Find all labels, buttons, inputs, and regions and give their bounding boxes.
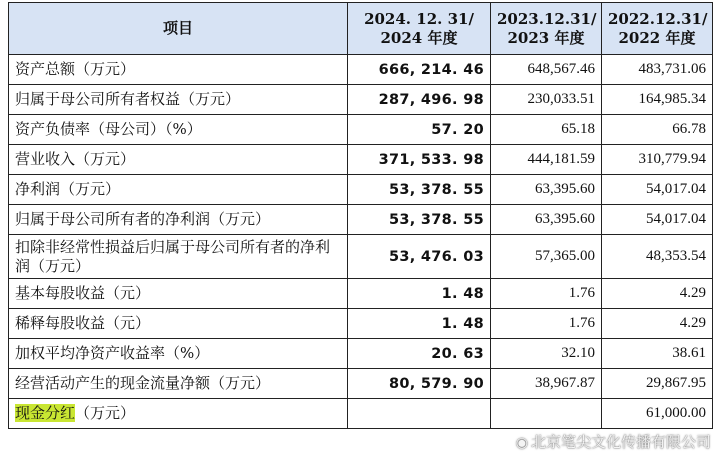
row-label	[9, 399, 348, 429]
value-2022: 54,017.04	[602, 205, 713, 235]
value-2024: 371, 533. 98	[348, 145, 491, 175]
value-2023: 57,365.00	[491, 235, 602, 279]
value-2023: 230,033.51	[491, 85, 602, 115]
value-2022: 61,000.00	[602, 399, 713, 429]
value-2022: 4.29	[602, 279, 713, 309]
value-2024	[348, 399, 491, 429]
table-row	[9, 339, 713, 369]
table-row	[9, 309, 713, 339]
table-row	[9, 369, 713, 399]
table-row	[9, 85, 713, 115]
value-2022: 310,779.94	[602, 145, 713, 175]
value-2024: 53, 378. 55	[348, 205, 491, 235]
watermark-text: 北京笔尖文化传播有限公司	[530, 433, 711, 451]
header-2023-year: 2023 年度	[507, 28, 585, 47]
value-2022: 48,353.54	[602, 235, 713, 279]
weibo-icon: ◉	[515, 435, 528, 451]
label-unit: （万元）	[75, 404, 136, 422]
financial-table	[8, 2, 713, 429]
value-2024: 287, 496. 98	[348, 85, 491, 115]
table-row	[9, 115, 713, 145]
row-label: 归属于母公司所有者权益（万元）	[9, 85, 348, 115]
table-row	[9, 399, 713, 429]
value-2024: 57. 20	[348, 115, 491, 145]
value-2024: 666, 214. 46	[348, 55, 491, 85]
value-2022: 38.61	[602, 339, 713, 369]
row-label: 资产负债率（母公司）（%）	[9, 115, 348, 145]
header-item: 项目	[9, 3, 348, 55]
table-row	[9, 205, 713, 235]
value-2022: 164,985.34	[602, 85, 713, 115]
value-2023: 1.76	[491, 309, 602, 339]
value-2023: 38,967.87	[491, 369, 602, 399]
row-label: 加权平均净资产收益率（%）	[9, 339, 348, 369]
row-label: 营业收入（万元）	[9, 145, 348, 175]
row-label: 稀释每股收益（元）	[9, 309, 348, 339]
header-row	[9, 3, 713, 55]
row-label: 经营活动产生的现金流量净额（万元）	[9, 369, 348, 399]
value-2024: 53, 476. 03	[348, 235, 491, 279]
highlighted-label: 现金分红	[15, 404, 76, 422]
value-2024: 20. 63	[348, 339, 491, 369]
value-2022: 66.78	[602, 115, 713, 145]
value-2022: 4.29	[602, 309, 713, 339]
value-2023: 1.76	[491, 279, 602, 309]
header-2023	[491, 3, 602, 55]
table-row	[9, 145, 713, 175]
row-label: 基本每股收益（元）	[9, 279, 348, 309]
value-2022: 483,731.06	[602, 55, 713, 85]
value-2022: 29,867.95	[602, 369, 713, 399]
header-2024	[348, 3, 491, 55]
value-2023: 65.18	[491, 115, 602, 145]
header-2022-year: 2022 年度	[618, 28, 696, 47]
table-row	[9, 279, 713, 309]
row-label: 归属于母公司所有者的净利润（万元）	[9, 205, 348, 235]
table-row	[9, 55, 713, 85]
row-label: 资产总额（万元）	[9, 55, 348, 85]
value-2023	[491, 399, 602, 429]
value-2024: 80, 579. 90	[348, 369, 491, 399]
header-2022	[602, 3, 713, 55]
value-2023: 32.10	[491, 339, 602, 369]
row-label: 净利润（万元）	[9, 175, 348, 205]
value-2023: 63,395.60	[491, 175, 602, 205]
header-2024-year: 2024 年度	[380, 28, 458, 47]
value-2022: 54,017.04	[602, 175, 713, 205]
header-2023-date: 2023.12.31/	[497, 9, 597, 28]
watermark	[516, 431, 711, 452]
row-label: 扣除非经常性损益后归属于母公司所有者的净利润（万元）	[9, 235, 348, 279]
value-2023: 63,395.60	[491, 205, 602, 235]
value-2024: 1. 48	[348, 309, 491, 339]
table-row	[9, 235, 713, 279]
value-2024: 53, 378. 55	[348, 175, 491, 205]
table-row	[9, 175, 713, 205]
header-2022-date: 2022.12.31/	[608, 9, 708, 28]
value-2023: 648,567.46	[491, 55, 602, 85]
value-2023: 444,181.59	[491, 145, 602, 175]
value-2024: 1. 48	[348, 279, 491, 309]
header-2024-date: 2024. 12. 31/	[364, 9, 474, 28]
